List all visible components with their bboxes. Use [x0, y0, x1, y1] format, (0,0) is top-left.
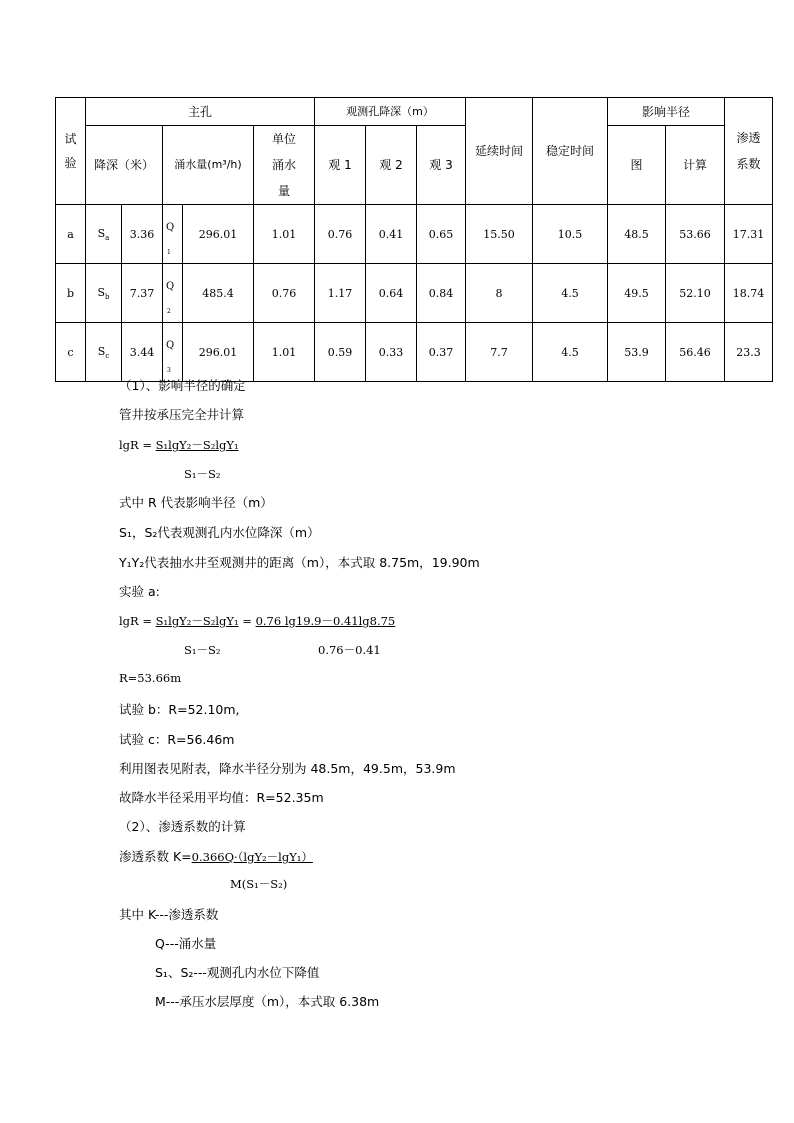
- cell-unit-yield: 1.01: [254, 323, 315, 382]
- paragraph: S₁，S₂代表观测孔内水位降深（m）: [119, 525, 320, 540]
- formula-radius-denominator: S₁－S₂: [184, 467, 221, 481]
- table-row: [56, 205, 773, 264]
- pumping-test-table: [55, 97, 773, 382]
- header-obs2: 观 2: [366, 126, 417, 205]
- paragraph: Υ₁Υ₂代表抽水井至观测井的距离（m），本式取 8.75m，19.90m: [119, 555, 480, 570]
- header-unit-yield: 单位涌水量: [254, 126, 315, 205]
- cell-trial: c: [56, 323, 86, 382]
- result-radius-b: 试验 b：R=52.10m,: [119, 702, 240, 717]
- cell-q-symbol: Q 2: [163, 264, 183, 323]
- result-radius-c: 试验 c：R=56.46m: [119, 732, 235, 747]
- header-water-yield: 涌水量(m³/h): [163, 126, 254, 205]
- cell-unit-yield: 1.01: [254, 205, 315, 264]
- cell-calc: 56.46: [666, 323, 725, 382]
- cell-s-value: 3.36: [122, 205, 163, 264]
- paragraph: M---承压水层厚度（m），本式取 6.38m: [155, 994, 380, 1009]
- cell-q-symbol: Q 3: [163, 323, 183, 382]
- cell-trial: b: [56, 264, 86, 323]
- cell-figure: 48.5: [608, 205, 666, 264]
- header-permeability: 渗透系数: [725, 98, 773, 205]
- paragraph: 实验 a:: [119, 584, 160, 599]
- formula-trial-a: lgR = S₁lgΥ₂－S₂lgΥ₁ = 0.76 lg19.9－0.41lg8.75: [119, 614, 396, 628]
- cell-figure: 49.5: [608, 264, 666, 323]
- paragraph: S₁、S₂---观测孔内水位下降值: [155, 965, 320, 980]
- header-obs3: 观 3: [417, 126, 466, 205]
- cell-permeability: 23.3: [725, 323, 773, 382]
- cell-permeability: 18.74: [725, 264, 773, 323]
- cell-stable: 10.5: [533, 205, 608, 264]
- formula-radius: lgR = S₁lgΥ₂－S₂lgΥ₁: [119, 438, 239, 452]
- cell-obs1: 1.17: [315, 264, 366, 323]
- table-row: [56, 264, 773, 323]
- cell-obs2: 0.64: [366, 264, 417, 323]
- result-radius-a: R=53.66m: [119, 671, 182, 685]
- paragraph: 故降水半径采用平均值：R=52.35m: [119, 790, 324, 805]
- section-heading-radius: （1）、影响半径的确定: [119, 378, 246, 393]
- paragraph: 其中 K---渗透系数: [119, 907, 219, 922]
- section-heading-permeability: （2）、渗透系数的计算: [119, 819, 246, 834]
- cell-q-value: 485.4: [183, 264, 254, 323]
- paragraph: 式中 R 代表影响半径（m）: [119, 495, 273, 510]
- formula-permeability: 渗透系数 K=0.366Q·（lgΥ₂－lgΥ₁）: [119, 849, 313, 864]
- header-stable-time: 稳定时间: [533, 98, 608, 205]
- cell-figure: 53.9: [608, 323, 666, 382]
- header-influence-radius: 影响半径: [608, 98, 725, 126]
- cell-trial: a: [56, 205, 86, 264]
- formula-trial-a-denominator: S₁－S₂: [184, 643, 221, 657]
- cell-s-value: 7.37: [122, 264, 163, 323]
- paragraph: 管井按承压完全井计算: [119, 407, 245, 422]
- cell-obs2: 0.33: [366, 323, 417, 382]
- cell-unit-yield: 0.76: [254, 264, 315, 323]
- cell-obs3: 0.65: [417, 205, 466, 264]
- cell-permeability: 17.31: [725, 205, 773, 264]
- formula-permeability-denominator: M(S₁－S₂): [230, 877, 288, 891]
- header-calc: 计算: [666, 126, 725, 205]
- cell-stable: 4.5: [533, 264, 608, 323]
- cell-obs2: 0.41: [366, 205, 417, 264]
- cell-q-value: 296.01: [183, 323, 254, 382]
- cell-obs3: 0.84: [417, 264, 466, 323]
- cell-calc: 53.66: [666, 205, 725, 264]
- header-duration: 延续时间: [466, 98, 533, 205]
- cell-stable: 4.5: [533, 323, 608, 382]
- header-obs1: 观 1: [315, 126, 366, 205]
- table-row: [56, 323, 773, 382]
- cell-obs1: 0.76: [315, 205, 366, 264]
- cell-duration: 8: [466, 264, 533, 323]
- cell-q-symbol: Q 1: [163, 205, 183, 264]
- header-obs-drawdown: 观测孔降深（m）: [315, 98, 466, 126]
- cell-duration: 15.50: [466, 205, 533, 264]
- cell-q-value: 296.01: [183, 205, 254, 264]
- cell-calc: 52.10: [666, 264, 725, 323]
- paragraph: Q---涌水量: [155, 936, 217, 951]
- cell-obs3: 0.37: [417, 323, 466, 382]
- cell-obs1: 0.59: [315, 323, 366, 382]
- header-trial: 试验: [56, 98, 86, 205]
- cell-duration: 7.7: [466, 323, 533, 382]
- cell-s-symbol: $S_c$: [86, 323, 122, 382]
- header-drawdown: 降深（米）: [86, 126, 163, 205]
- cell-s-symbol: $S_a$: [86, 205, 122, 264]
- formula-trial-a-denominator-values: 0.76－0.41: [318, 643, 381, 657]
- cell-s-symbol: $S_b$: [86, 264, 122, 323]
- header-main-hole: 主孔: [86, 98, 315, 126]
- cell-s-value: 3.44: [122, 323, 163, 382]
- paragraph: 利用图表见附表，降水半径分别为 48.5m，49.5m，53.9m: [119, 761, 456, 776]
- header-figure: 图: [608, 126, 666, 205]
